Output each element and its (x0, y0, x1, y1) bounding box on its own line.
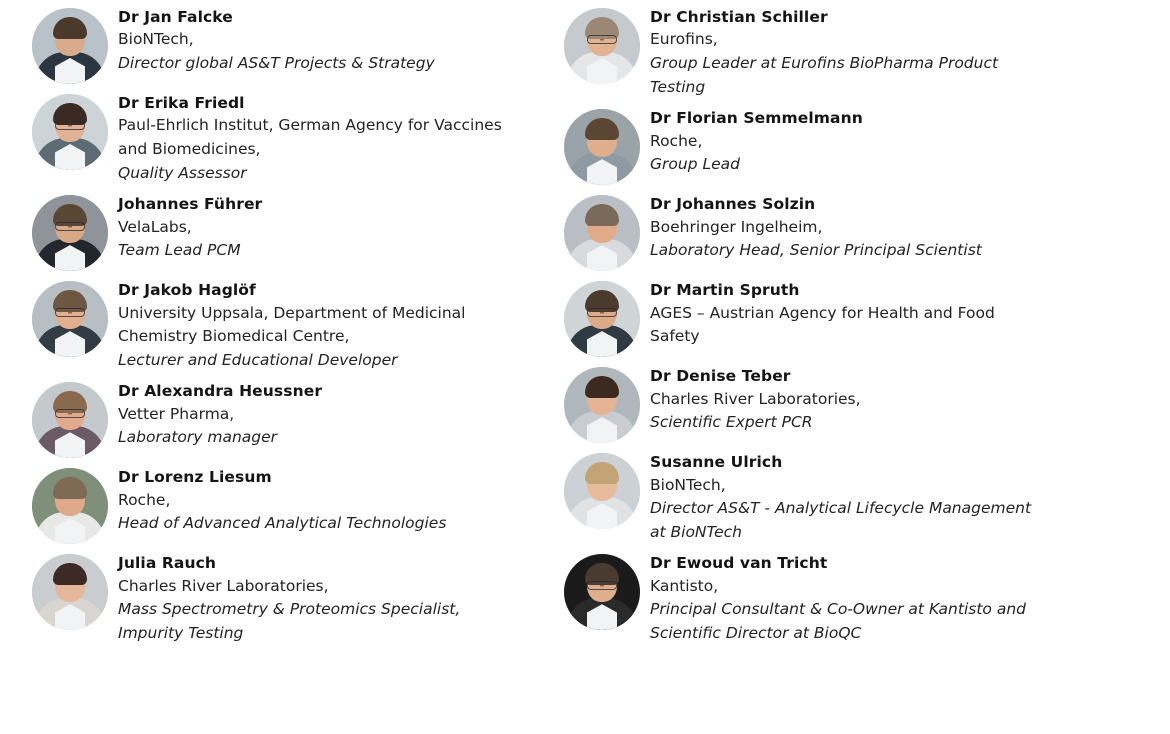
speaker-affiliation: Eurofins, (650, 30, 718, 49)
speaker-role: Lecturer and Educational Developer (118, 350, 398, 369)
avatar (564, 554, 640, 630)
speaker-info (112, 279, 520, 372)
avatar-wrap (560, 552, 644, 630)
glasses-icon (55, 308, 85, 317)
avatar-wrap (560, 365, 644, 443)
speaker-entry (28, 6, 520, 84)
speaker-name: Dr Ewoud van Tricht (650, 554, 828, 573)
glasses-icon (55, 222, 85, 231)
avatar-wrap (560, 279, 644, 357)
speaker-name: Dr Alexandra Heussner (118, 382, 323, 401)
avatar-wrap (560, 451, 644, 529)
speaker-entry (560, 193, 1040, 271)
avatar (32, 468, 108, 544)
speaker-entry (560, 107, 1040, 185)
speaker-affiliation: AGES – Austrian Agency for Health and Food Safety (650, 303, 995, 346)
avatar-wrap (560, 6, 644, 84)
avatar (32, 281, 108, 357)
avatar-wrap (560, 193, 644, 271)
speaker-affiliation: Vetter Pharma, (118, 404, 235, 423)
avatar-wrap (28, 466, 112, 544)
glasses-icon (55, 409, 85, 418)
avatar-wrap (28, 92, 112, 170)
glasses-icon (587, 308, 617, 317)
speaker-entry (28, 92, 520, 185)
glasses-icon (55, 121, 85, 130)
speaker-entry (28, 279, 520, 372)
speaker-info (112, 6, 520, 76)
speaker-info (644, 279, 1040, 349)
speaker-role: Group Lead (650, 155, 740, 174)
speaker-role: Head of Advanced Analytical Technologies (118, 514, 447, 533)
speaker-role: Director global AS&T Projects & Strategy (118, 54, 435, 73)
speaker-affiliation: Boehringer Ingelheim, (650, 217, 823, 236)
avatar (32, 554, 108, 630)
avatar (564, 367, 640, 443)
speaker-affiliation: Roche, (118, 490, 171, 509)
glasses-icon (587, 581, 617, 590)
speaker-info (112, 380, 520, 450)
speaker-role: Group Leader at Eurofins BioPharma Product Testing (650, 54, 999, 96)
speaker-info (644, 6, 1040, 99)
speaker-name: Johannes Führer (118, 195, 263, 214)
speaker-name: Dr Johannes Solzin (650, 195, 816, 214)
speaker-role: Laboratory Head, Senior Principal Scientist (650, 241, 982, 260)
speaker-role: Scientific Expert PCR (650, 413, 813, 432)
speaker-affiliation: Roche, (650, 131, 703, 150)
speaker-entry (560, 279, 1040, 357)
speaker-info (644, 552, 1040, 645)
avatar-wrap (28, 380, 112, 458)
avatar-wrap (560, 107, 644, 185)
speaker-affiliation: Kantisto, (650, 576, 719, 595)
avatar-wrap (28, 193, 112, 271)
speaker-info (644, 107, 1040, 177)
speaker-entry (560, 6, 1040, 99)
speaker-affiliation: BioNTech, (118, 30, 194, 49)
speaker-name: Julia Rauch (118, 554, 217, 573)
speaker-affiliation: BioNTech, (650, 475, 726, 494)
avatar-wrap (28, 6, 112, 84)
speaker-affiliation: University Uppsala, Department of Medicinal Chemistry Biomedical Centre, (118, 303, 466, 346)
speaker-entry (28, 380, 520, 458)
avatar-wrap (28, 552, 112, 630)
speaker-entry (28, 552, 520, 645)
speaker-role: Director AS&T - Analytical Lifecycle Management at BioNTech (650, 499, 1032, 541)
avatar (32, 8, 108, 84)
speaker-entry (28, 193, 520, 271)
speaker-role: Principal Consultant & Co-Owner at Kantisto and Scientific Director at BioQC (650, 600, 1026, 642)
speaker-name: Dr Denise Teber (650, 367, 791, 386)
speaker-role: Quality Assessor (118, 163, 247, 182)
right-column (520, 0, 1040, 653)
speaker-affiliation: VelaLabs, (118, 217, 192, 236)
speaker-role: Laboratory manager (118, 428, 278, 447)
speaker-name: Dr Jakob Haglöf (118, 281, 256, 300)
speaker-role: Team Lead PCM (118, 241, 241, 260)
speaker-entry (560, 365, 1040, 443)
speaker-info (644, 365, 1040, 435)
speaker-name: Dr Christian Schiller (650, 8, 828, 26)
glasses-icon (587, 35, 617, 44)
speaker-info (644, 451, 1040, 544)
left-column (0, 0, 520, 653)
avatar (564, 453, 640, 529)
avatar (32, 382, 108, 458)
avatar (32, 94, 108, 170)
speaker-entry (560, 451, 1040, 544)
speaker-name: Dr Martin Spruth (650, 281, 800, 300)
speaker-name: Dr Jan Falcke (118, 8, 233, 26)
avatar (564, 8, 640, 84)
speaker-name: Dr Lorenz Liesum (118, 468, 272, 487)
avatar (564, 195, 640, 271)
speaker-info (112, 92, 520, 185)
avatar (564, 281, 640, 357)
speaker-name: Dr Florian Semmelmann (650, 109, 863, 128)
speaker-info (112, 552, 520, 645)
speaker-entry (560, 552, 1040, 645)
speaker-affiliation: Paul-Ehrlich Institut, German Agency for Vaccines and Biomedicines, (118, 116, 502, 159)
avatar (32, 195, 108, 271)
speaker-info (644, 193, 1040, 263)
speaker-affiliation: Charles River Laboratories, (650, 389, 861, 408)
avatar-wrap (28, 279, 112, 357)
speaker-info (112, 466, 520, 536)
speaker-entry (28, 466, 520, 544)
speaker-info (112, 193, 520, 263)
speaker-name: Dr Erika Friedl (118, 94, 245, 112)
speaker-role: Mass Spectrometry & Proteomics Specialist, Impurity Testing (118, 600, 461, 642)
speaker-name: Susanne Ulrich (650, 453, 783, 472)
speaker-affiliation: Charles River Laboratories, (118, 576, 329, 595)
avatar (564, 109, 640, 185)
